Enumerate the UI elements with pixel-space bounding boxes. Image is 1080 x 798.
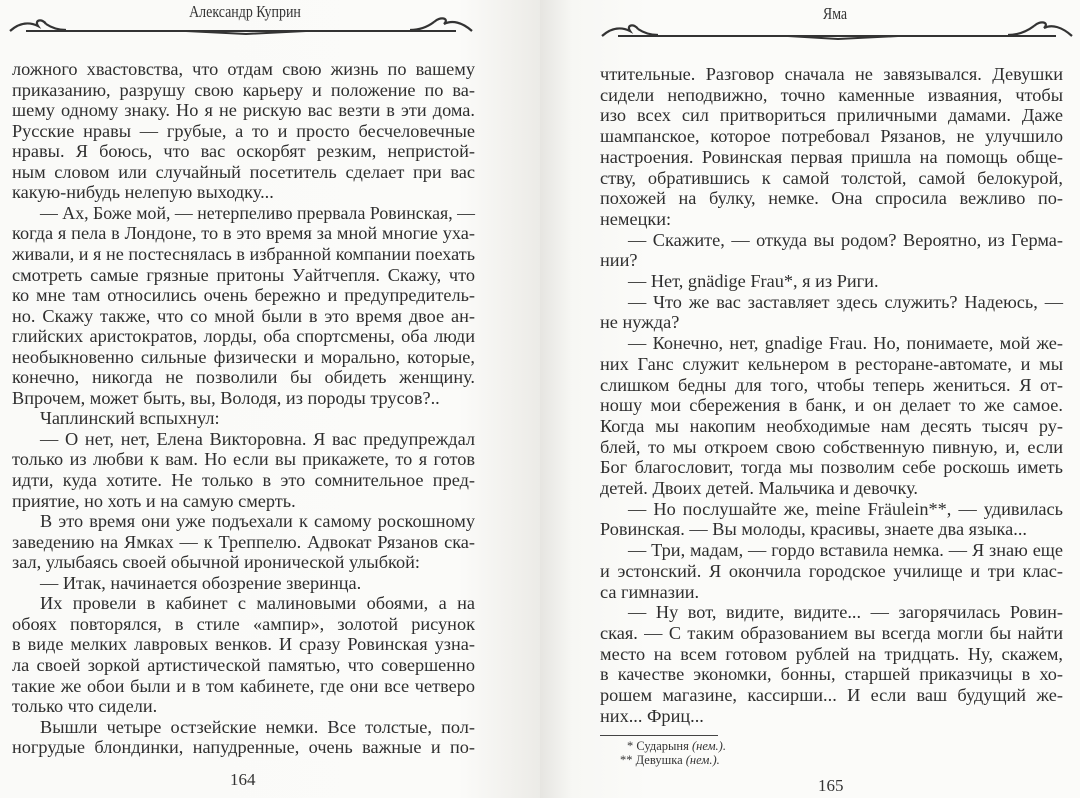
footnote-note: (нем.). (685, 753, 720, 767)
text-line-content: только что сидели. (12, 696, 158, 717)
text-line-content: в виде мелких лавровых венков. И сразу Ровинская узна- (12, 634, 475, 655)
footnote-rule (600, 735, 718, 736)
text-line (40, 573, 475, 594)
text-line-content: — Конечно, нет, gnadige Frau. Но, понимаете, мой же- (628, 333, 1063, 354)
text-line-content: шему одному знаку. Но я не рискую вас везти в эти дома. (12, 100, 475, 121)
text-line-content: идти, куда хотите. Не только в это сомнительное пред- (12, 470, 475, 490)
text-line-content: место на всем готовом рублей на тридцать. Ну, скажем, (600, 643, 1063, 664)
footnote-text: Сударыня (636, 739, 689, 753)
text-line (600, 416, 1063, 437)
text-line-content: Ровинская. — Вы молоды, красивы, знаете два языка... (600, 519, 1027, 540)
text-line (628, 271, 1063, 292)
text-line (12, 655, 475, 676)
text-line (600, 561, 1063, 582)
text-line-content: — Нет, gnädige Frau*, я из Риги. (628, 271, 879, 291)
text-line (12, 552, 475, 573)
text-line (628, 230, 1063, 251)
footnote-2 (620, 753, 720, 768)
text-line (600, 644, 1063, 665)
text-line (40, 429, 475, 450)
text-line-content: — Но послушайте же, meine Fräulein**, — удивилась (628, 498, 1063, 519)
text-line (12, 121, 475, 142)
text-line (12, 737, 475, 758)
text-line-content: Чаплинский вспыхнул: (40, 408, 220, 429)
text-line-content: — Что же вас заставляет здесь служить? Надеюсь, — (628, 291, 1063, 312)
text-line-content: — Ах, Боже мой, — нетерпеливо прервала Ровинская, — (40, 202, 475, 223)
text-line (40, 717, 475, 738)
text-line (600, 312, 1063, 333)
right-page (540, 0, 1080, 798)
text-line (12, 367, 475, 388)
text-line (600, 354, 1063, 375)
text-line-content: но. Скажу также, что со мной были в это время двое ан- (12, 305, 475, 326)
text-line-content: — О нет, нет, Елена Викторовна. Я вас предупреждал (40, 428, 475, 449)
text-line (12, 614, 475, 635)
text-line (12, 347, 475, 368)
text-line-content: — Итак, начинается обозрение зверинца. (40, 572, 362, 593)
header-ornament-rule (6, 14, 476, 40)
text-line-content: ла своей зоркой артистической памятью, что совершенно (12, 654, 475, 675)
text-line-content: какую-нибудь нелепую выходку... (12, 182, 274, 203)
text-line (600, 105, 1063, 126)
text-line (12, 388, 475, 409)
text-line (600, 375, 1063, 396)
text-line (600, 188, 1063, 209)
text-line-content: ным словом или случайный посетитель сделает при вас (12, 161, 475, 182)
footnote-note: (нем.). (691, 739, 726, 753)
text-line (12, 162, 475, 183)
text-line (12, 59, 475, 80)
text-line-content: глийских аристократов, лорды, оба спортсмены, оба люди (12, 326, 475, 347)
text-line-content: заведению на Ямках — к Треппелю. Адвокат Рязанов ска- (12, 531, 475, 552)
text-line (12, 244, 475, 265)
text-line-content: ложного хвастовства, что отдам свою жизнь по вашему (12, 59, 475, 79)
text-line-content: В это время они уже подъехали к самому роскошному (40, 511, 475, 532)
text-line (628, 292, 1063, 313)
text-line-content: Бог благословит, тогда мы позволим себе роскошь иметь (600, 457, 1063, 478)
text-line (600, 395, 1063, 416)
text-line-content: ко мне там относились очень бережно и предупредитель- (12, 285, 475, 306)
text-line (12, 306, 475, 327)
text-line (600, 706, 1063, 727)
text-line (600, 437, 1063, 458)
text-line-content: и эстонский. Я окончила городское училище и три клас- (600, 560, 1063, 581)
text-line-content: Когда мы накопим необходимые нам десять тысяч ру- (600, 415, 1063, 436)
text-line (40, 408, 475, 429)
text-line-content: в качестве экономки, бонны, старшей приказчицы в хо- (600, 664, 1063, 685)
text-line-content: немецки: (600, 208, 672, 229)
text-line-content: сидели неподвижно, точно каменные изваяния, чтобы (600, 84, 1063, 105)
page-number-left: 164 (230, 770, 256, 789)
text-line (600, 85, 1063, 106)
footnote-mark: * (627, 739, 634, 753)
text-line (600, 147, 1063, 168)
text-line-content: них Ганс служит кельнером в ресторане-автомате, и мы (600, 353, 1063, 374)
text-line (628, 333, 1063, 354)
text-line (12, 491, 475, 512)
text-line-content: зал, улыбаясь своей обычной иронической улыбкой: (12, 552, 420, 573)
footnote-mark: ** (620, 753, 633, 767)
text-line-content: живали, и я не постеснялась в избранной компании поехать (12, 243, 475, 264)
text-line (12, 696, 475, 717)
text-line (600, 664, 1063, 685)
text-line (12, 223, 475, 244)
text-line-content: изо всех сил притвориться приличными дамами. Даже (600, 105, 1063, 126)
text-line-content: смотреть самые грязные притоны Уайтчепля. Скажу, что (12, 264, 475, 285)
text-line (40, 203, 475, 224)
text-line-content: них... Фриц... (600, 705, 704, 726)
text-line-content: конечно, никогда не позволили бы обидеть женщину. (12, 367, 475, 388)
text-line (600, 519, 1063, 540)
text-line-content: детей. Двоих детей. Мальчика и девочку. (600, 478, 919, 498)
text-line-content: ству, обратившись к самой толстой, самой белокурой, (600, 167, 1063, 188)
text-line-content: Русские нравы — грубые, а то и просто бесчеловечные (12, 120, 475, 141)
text-line (12, 326, 475, 347)
text-line-content: такие же обои были и в том кабинете, где они все четверо (12, 675, 475, 696)
text-line (12, 470, 475, 491)
text-line-content: когда я пела в Лондоне, то в это время за мной многие уха- (12, 223, 475, 244)
text-line (12, 285, 475, 306)
text-line (600, 64, 1063, 85)
text-line-content: приятие, но хоть и на самую смерть. (12, 490, 296, 511)
text-line (40, 511, 475, 532)
text-line-content: блей, то мы откроем свою собственную пивную, и, если (600, 436, 1063, 457)
text-line (12, 182, 475, 203)
text-line-content: — Скажите, — откуда вы родом? Вероятно, из Герма- (628, 229, 1063, 250)
text-line-content: са гимназии. (600, 581, 700, 602)
text-line-content: рошем магазине, кассирши... И если ваш будущий же- (600, 685, 1063, 705)
text-line (12, 449, 475, 470)
text-line-content: приказанию, разрушу свою карьеру и положение по ва- (12, 79, 475, 100)
text-line-content: обоях повторялся, в стиле «ампир», золотой рисунок (12, 613, 475, 634)
text-line-content: Вышли четыре остзейские немки. Все толстые, пол- (40, 716, 475, 737)
text-line (628, 499, 1063, 520)
text-line (600, 457, 1063, 478)
text-line (12, 532, 475, 553)
text-line (628, 602, 1063, 623)
text-line-content: ногрудые блондинки, напудренные, очень важные и по- (12, 737, 475, 758)
text-line-content: чтительные. Разговор сначала не завязывался. Девушки (600, 64, 1063, 84)
footnote-1 (627, 739, 726, 754)
text-line (600, 126, 1063, 147)
running-head-author: Александр Куприн (189, 2, 301, 21)
text-line (12, 80, 475, 101)
text-line-content: нии? (600, 250, 638, 271)
text-line (12, 676, 475, 697)
text-line-content: ская. — С таким образованием вы всегда могли бы найти (600, 622, 1063, 643)
text-line (600, 582, 1063, 603)
text-line (12, 141, 475, 162)
text-line (12, 265, 475, 286)
text-line-content: слишком бедны для того, чтобы теперь жениться. Я от- (600, 374, 1063, 395)
text-line (12, 634, 475, 655)
page-number-right: 165 (818, 776, 844, 795)
text-line-content: Их провели в кабинет с малиновыми обоями, а на (40, 593, 475, 614)
text-line-content: Впрочем, может быть, вы, Володя, из породы трусов?.. (12, 387, 440, 408)
text-line (600, 209, 1063, 230)
text-line (600, 478, 1063, 499)
text-line (628, 540, 1063, 561)
text-line-content: нравы. Я боюсь, что вас оскорбят резким, непристой- (12, 141, 475, 162)
text-line-content: ношу мои сбережения в банк, и он делает то же самое. (600, 395, 1063, 416)
text-line (40, 593, 475, 614)
text-line (600, 685, 1063, 706)
text-line-content: — Ну вот, видите, видите... — загорячилась Ровин- (628, 602, 1063, 623)
running-head-title: Яма (822, 4, 848, 23)
text-line-content: настроения. Ровинская первая пришла на помощь обще- (600, 146, 1063, 167)
text-line (600, 623, 1063, 644)
text-line-content: — Три, мадам, — гордо вставила немка. — Я знаю еще (628, 540, 1063, 561)
header-ornament-rule (598, 18, 1076, 44)
text-line (600, 250, 1063, 271)
text-line-content: только из любви к вам. Но если вы прикажете, то я готов (12, 449, 475, 470)
text-line-content: не нужда? (600, 312, 680, 333)
text-line (600, 168, 1063, 189)
text-line-content: похожей на булку, немке. Она спросила вежливо по- (600, 188, 1063, 209)
text-line-content: необыкновенно сильные физически и морально, которые, (12, 346, 475, 367)
footnote-text: Девушка (635, 753, 683, 767)
text-line (12, 100, 475, 121)
text-line-content: шампанское, которое потребовал Рязанов, не улучшило (600, 126, 1063, 147)
